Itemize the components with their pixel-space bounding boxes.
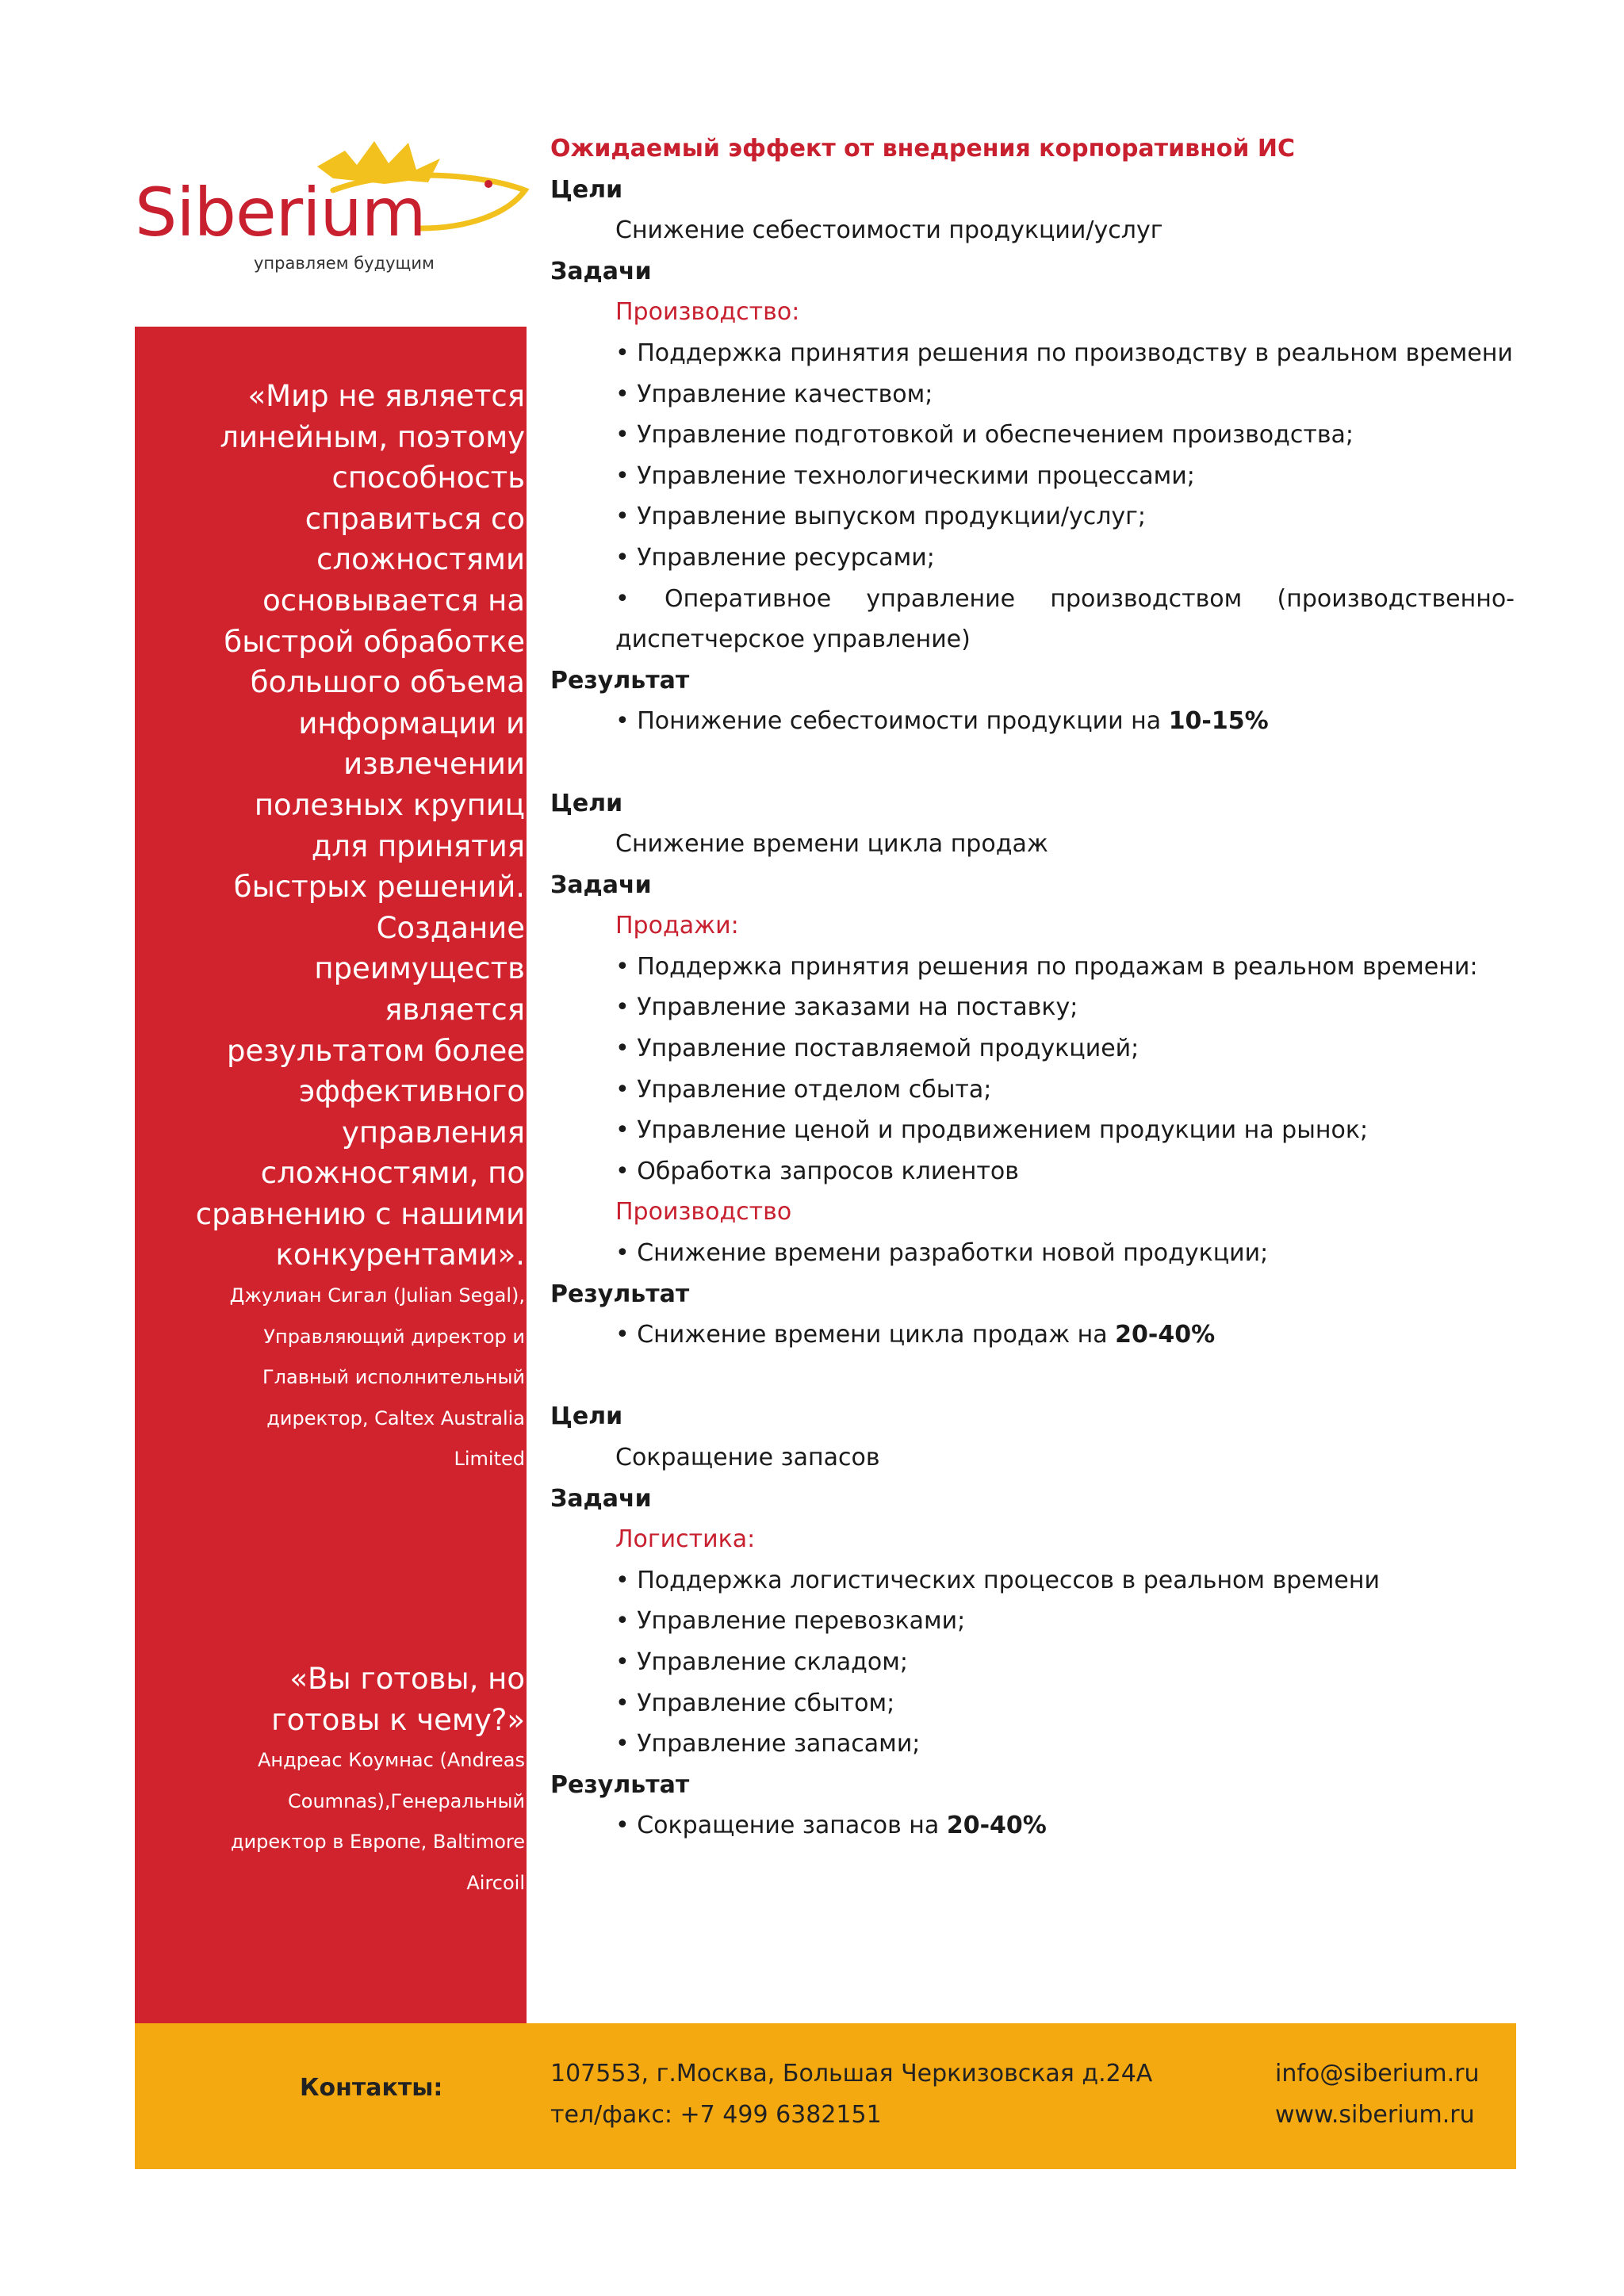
list-item: • Управление заказами на поставку; bbox=[615, 993, 1078, 1022]
quote-block bbox=[192, 376, 525, 1480]
result-label: Результат bbox=[550, 666, 690, 695]
area-name: Производство: bbox=[615, 298, 800, 327]
area-name: Производство bbox=[615, 1198, 792, 1226]
contact-web-block bbox=[1275, 2053, 1480, 2135]
tasks-label: Задачи bbox=[550, 257, 652, 285]
list-item: • Поддержка принятия решения по производству в реальном времени bbox=[615, 339, 1513, 367]
goals-label: Цели bbox=[550, 789, 623, 817]
list-item: • Управление сбытом; bbox=[615, 1689, 895, 1717]
list-item: • Поддержка принятия решения по продажам в реальном времени: bbox=[615, 952, 1478, 981]
contact-address-block bbox=[550, 2053, 1152, 2135]
list-item: • Управление запасами; bbox=[615, 1730, 921, 1758]
quote-text: «Вы готовы, но готовы к чему?» bbox=[271, 1662, 525, 1737]
result-text: • Понижение себестоимости продукции на bbox=[615, 707, 1169, 736]
result-label: Результат bbox=[550, 1770, 690, 1799]
list-item: • Управление технологическими процессами; bbox=[615, 461, 1195, 490]
contacts-footer bbox=[135, 2023, 1516, 2169]
result-value: 20-40% bbox=[1115, 1321, 1216, 1349]
result-line bbox=[550, 701, 1515, 742]
list-item: • Снижение времени разработки новой продукции; bbox=[615, 1239, 1269, 1268]
list-item: • Управление качеством; bbox=[615, 380, 933, 408]
list-item: • Управление ценой и продвижением продукции на рынок; bbox=[615, 1116, 1369, 1145]
list-item: • Поддержка логистических процессов в реальном времени bbox=[615, 1566, 1380, 1594]
result-value: 10-15% bbox=[1168, 707, 1269, 736]
spacer bbox=[550, 742, 1515, 783]
quote-sidebar bbox=[135, 327, 527, 2025]
quote-text: «Мир не является линейным, поэтому способность справиться со сложностями основывается на быстрой обработке большого объема информации и извлечении полезных крупиц для принятия быстрых решений. Создание преимуществ является результатом более эффективного управления сложностями, по сравнению с нашими конкурентами». bbox=[195, 379, 525, 1272]
contacts-label: Контакты: bbox=[300, 2074, 443, 2102]
list-item: • Управление перевозками; bbox=[615, 1607, 966, 1636]
address-text: 107553, г.Москва, Большая Черкизовская д.24А bbox=[550, 2060, 1153, 2087]
area-name: Логистика: bbox=[615, 1525, 756, 1554]
goals-label: Цели bbox=[550, 175, 623, 204]
area-name: Продажи: bbox=[615, 912, 739, 940]
main-content bbox=[550, 128, 1515, 1846]
list-item: • Управление отделом сбыта; bbox=[615, 1075, 992, 1104]
website-link[interactable]: www.siberium.ru bbox=[1275, 2100, 1475, 2129]
list-item: • Оперативное управление производством (производственно-диспетчерское управление) bbox=[615, 584, 1515, 654]
list-item: • Управление складом; bbox=[615, 1647, 908, 1676]
email-link[interactable]: info@siberium.ru bbox=[1275, 2060, 1480, 2087]
list-item: • Управление ресурсами; bbox=[615, 543, 935, 572]
result-value: 20-40% bbox=[946, 1812, 1047, 1840]
siberium-logo bbox=[135, 135, 547, 285]
list-item: • Управление выпуском продукции/услуг; bbox=[615, 503, 1147, 531]
logo-wordmark: Siberium bbox=[135, 174, 426, 251]
page-heading: Ожидаемый эффект от внедрения корпоративной ИС bbox=[550, 135, 1295, 163]
effect-block bbox=[550, 170, 1515, 742]
spacer bbox=[550, 1356, 1515, 1397]
tasks-label: Задачи bbox=[550, 1484, 652, 1513]
effect-block bbox=[550, 1396, 1515, 1846]
result-label: Результат bbox=[550, 1280, 690, 1308]
quote-block bbox=[192, 1659, 525, 1904]
goals-label: Цели bbox=[550, 1402, 623, 1431]
tasks-label: Задачи bbox=[550, 871, 652, 899]
result-line bbox=[550, 1805, 1515, 1846]
goal-text: Снижение времени цикла продаж bbox=[615, 830, 1048, 859]
quote-author: Джулиан Сигал (Julian Segal), Управляющий директор и Главный исполнительный директор, Caltex Australia Limited bbox=[229, 1284, 525, 1471]
result-text: • Снижение времени цикла продаж на bbox=[615, 1321, 1116, 1349]
logo-tagline: управляем будущим bbox=[254, 254, 435, 273]
result-line bbox=[550, 1314, 1515, 1356]
quote-author: Андреас Коумнас (Andreas Coumnas),Генеральный директор в Европе, Baltimore Aircoil bbox=[230, 1749, 525, 1894]
goal-text: Снижение себестоимости продукции/услуг bbox=[615, 216, 1163, 245]
phone-text: тел/факс: +7 499 6382151 bbox=[550, 2100, 882, 2129]
list-item: • Управление подготовкой и обеспечением производства; bbox=[615, 421, 1354, 450]
list-item: • Обработка запросов клиентов bbox=[615, 1157, 1019, 1185]
goal-text: Сокращение запасов bbox=[615, 1444, 880, 1471]
list-item: • Управление поставляемой продукцией; bbox=[615, 1035, 1139, 1063]
result-text: • Сокращение запасов на bbox=[615, 1812, 947, 1840]
effect-block bbox=[550, 783, 1515, 1356]
